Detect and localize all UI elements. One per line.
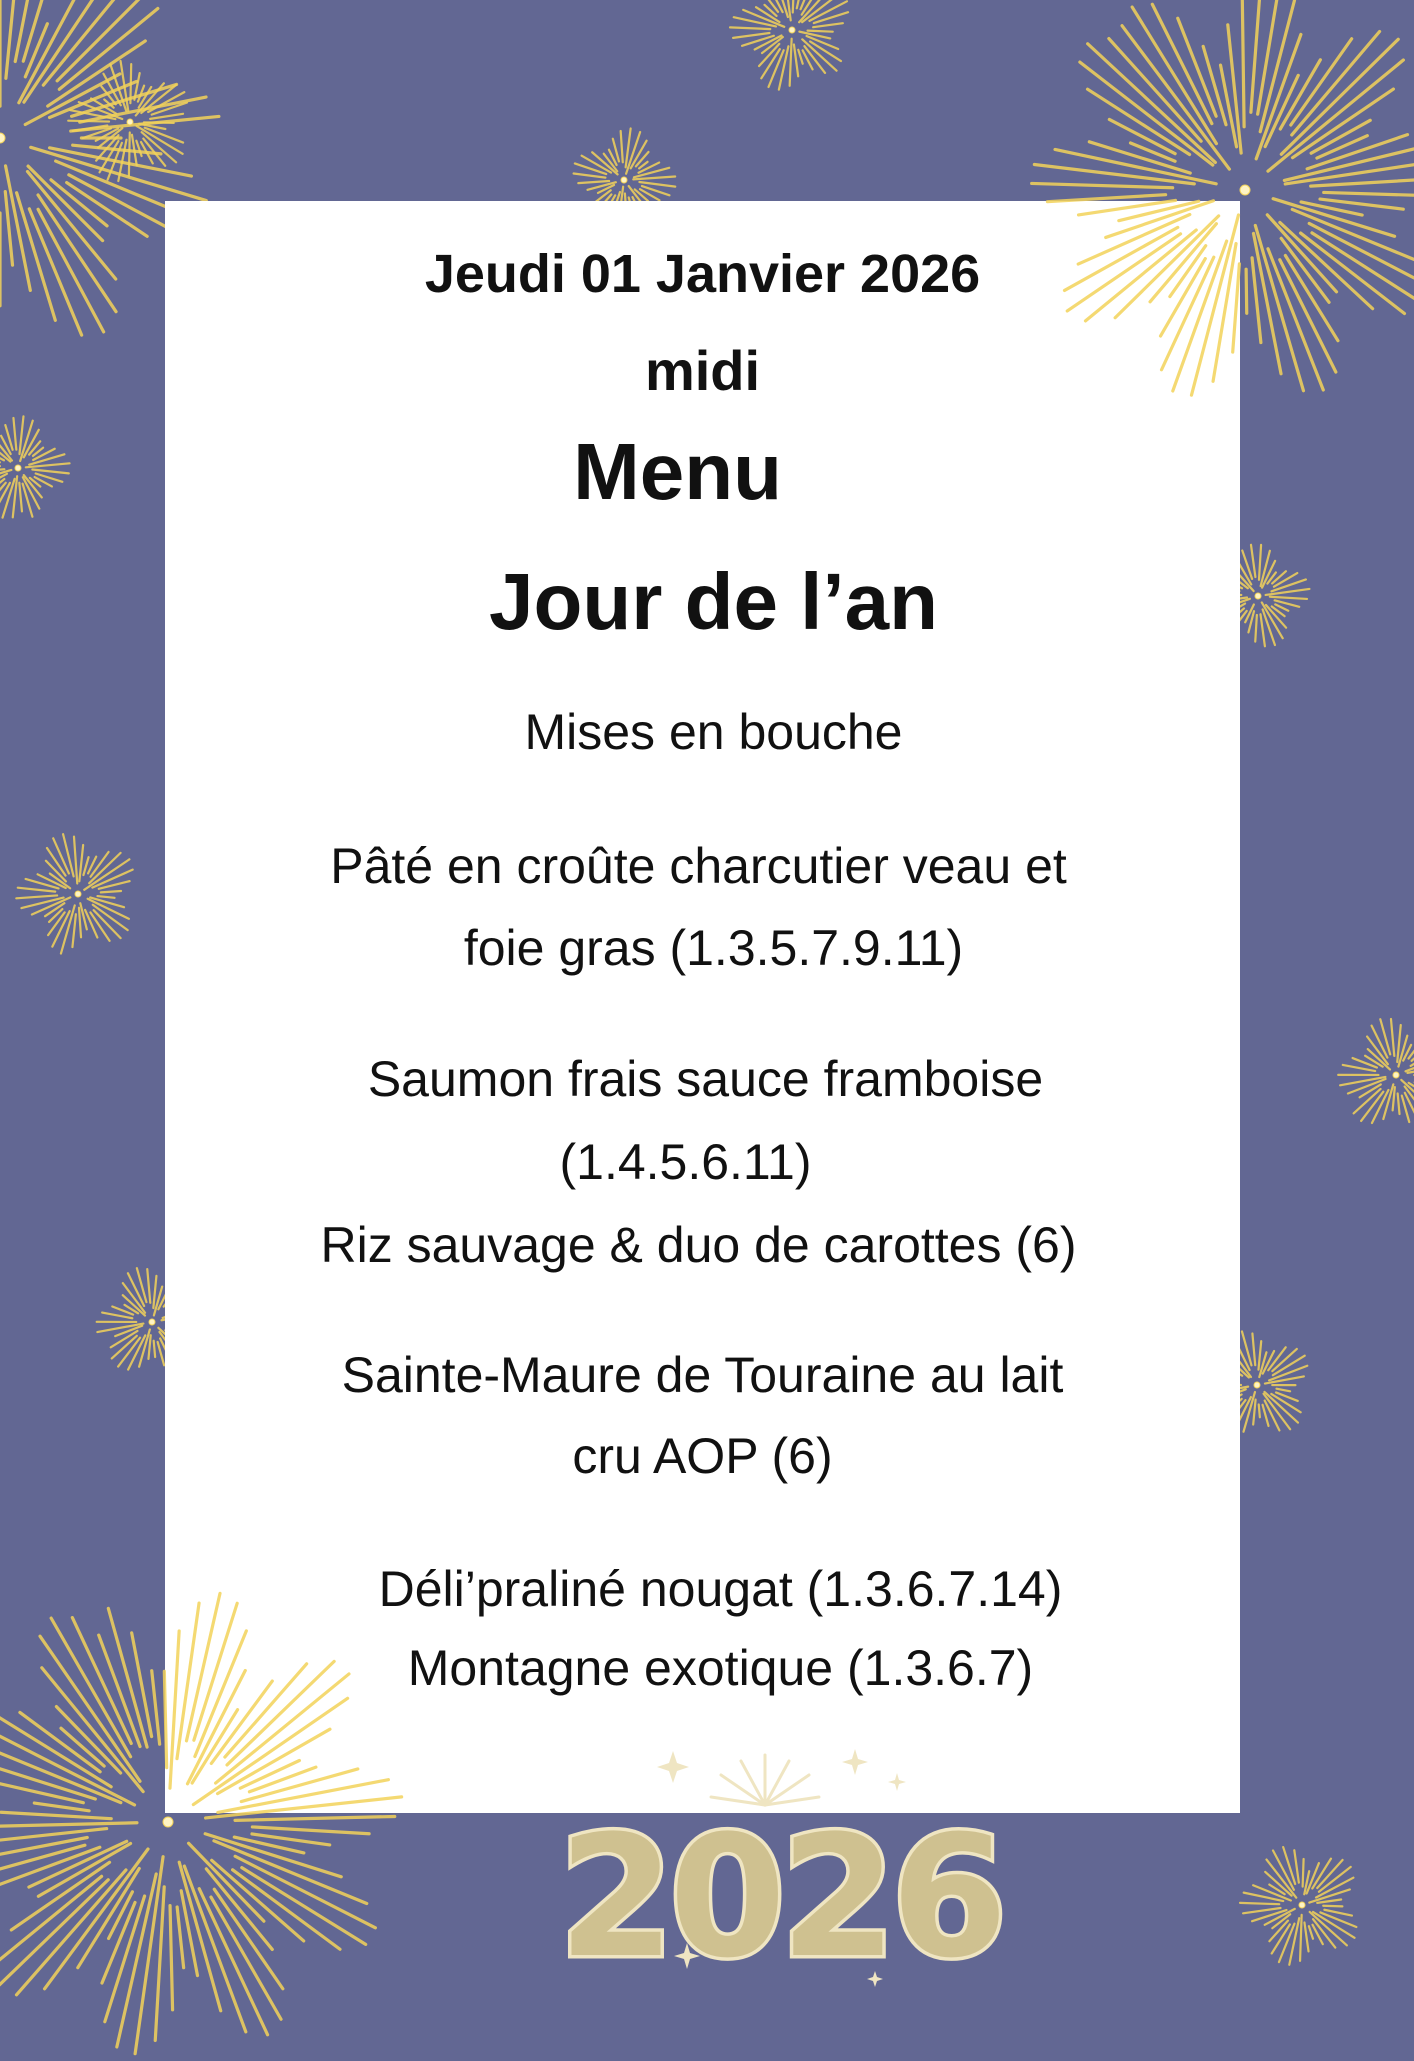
menu-service: midi — [165, 337, 1240, 405]
menu-item-fromage-line-2: cru AOP (6) — [165, 1424, 1240, 1488]
menu-item-entree-line-1: Pâté en croûte charcutier veau et — [161, 834, 1236, 898]
firework-icon — [0, 412, 74, 524]
year-2026-logo — [545, 1735, 1015, 2000]
menu-item-mises-en-bouche: Mises en bouche — [176, 700, 1251, 764]
menu-item-entree-line-2: foie gras (1.3.5.7.9.11) — [176, 916, 1251, 980]
firework-icon — [1236, 1839, 1368, 1971]
menu-occasion: Jour de l’an — [176, 554, 1251, 650]
menu-title: Menu — [140, 424, 1215, 520]
menu-item-plat-line-2: (1.4.5.6.11) — [148, 1130, 1223, 1194]
menu-item-plat-line-3: Riz sauvage & duo de carottes (6) — [161, 1213, 1236, 1277]
firework-icon — [726, 0, 858, 96]
firework-icon — [12, 828, 144, 960]
year-2026-text: 2026 — [558, 1799, 1002, 1995]
firework-icon — [64, 56, 196, 188]
menu-item-dessert-line-2: Montagne exotique (1.3.6.7) — [183, 1636, 1258, 1700]
firework-icon — [1334, 1013, 1414, 1137]
menu-item-plat-line-1: Saumon frais sauce framboise — [168, 1047, 1243, 1111]
menu-item-dessert-line-1: Déli’praliné nougat (1.3.6.7.14) — [183, 1557, 1258, 1621]
menu-item-fromage-line-1: Sainte-Maure de Touraine au lait — [165, 1343, 1240, 1407]
burst-icon — [711, 1755, 819, 1805]
menu-date: Jeudi 01 Janvier 2026 — [165, 241, 1240, 307]
